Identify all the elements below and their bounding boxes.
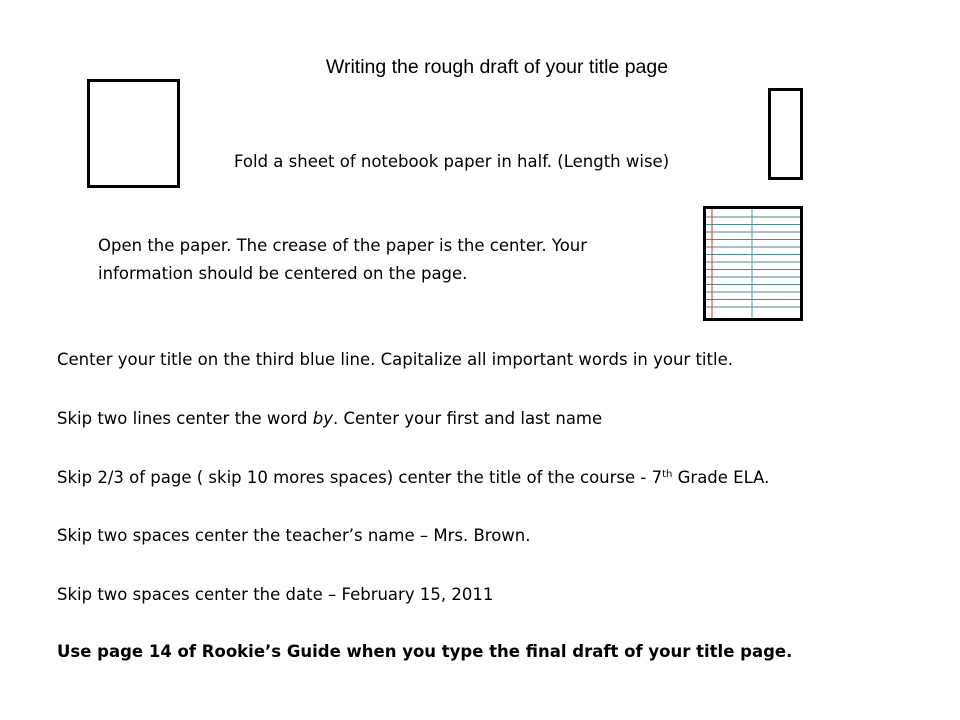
open-instruction-line-2: information should be centered on the page. bbox=[98, 264, 468, 283]
instruction-course-line bbox=[57, 468, 769, 487]
by-word: by bbox=[312, 409, 333, 428]
open-instruction-line-1: Open the paper. The crease of the paper is the center. Your bbox=[98, 236, 588, 255]
instruction-final-line: Use page 14 of Rookie’s Guide when you type the final draft of your title page. bbox=[57, 642, 793, 661]
fold-instruction: Fold a sheet of notebook paper in half. (Length wise) bbox=[234, 152, 670, 171]
folded-paper-icon bbox=[768, 88, 803, 180]
notebook-paper-icon bbox=[703, 206, 803, 321]
paper-sheet-icon bbox=[87, 79, 180, 188]
course-text-end: Grade ELA. bbox=[672, 468, 770, 487]
by-text-end: . Center your first and last name bbox=[332, 409, 603, 428]
instruction-date-line: Skip two spaces center the date – February 15, 2011 bbox=[57, 585, 494, 604]
course-superscript: th bbox=[662, 469, 673, 480]
open-instruction bbox=[98, 232, 587, 288]
course-text-start: Skip 2/3 of page ( skip 10 mores spaces) center the title of the course - 7 bbox=[57, 468, 663, 487]
page-title: Writing the rough draft of your title page bbox=[325, 56, 669, 78]
by-text-start: Skip two lines center the word bbox=[57, 409, 313, 428]
instruction-title-line: Center your title on the third blue line. Capitalize all important words in your title. bbox=[57, 350, 733, 369]
instruction-teacher-line: Skip two spaces center the teacher’s name – Mrs. Brown. bbox=[57, 526, 531, 545]
instruction-by-line bbox=[57, 409, 602, 428]
